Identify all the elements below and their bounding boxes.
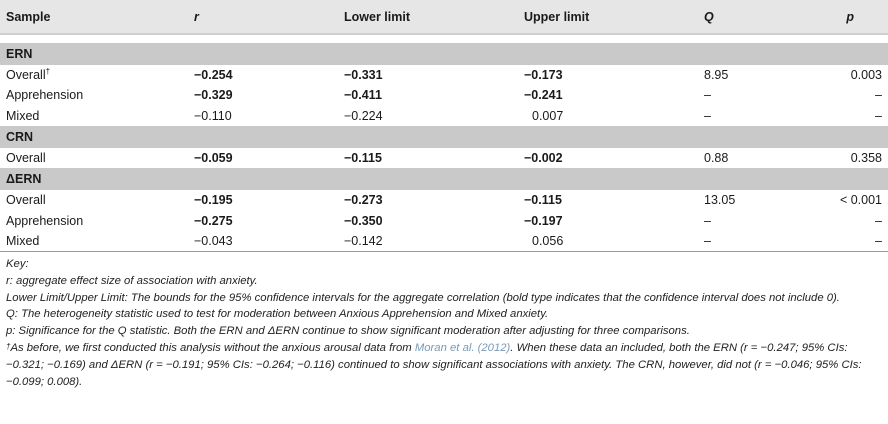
- section-label: ΔERN: [6, 172, 42, 187]
- q-cell: 8.95: [704, 68, 729, 83]
- lower-cell: −0.350: [344, 213, 383, 228]
- p-cell: –: [875, 88, 882, 103]
- table-row: [0, 106, 888, 126]
- p-cell: –: [875, 108, 882, 123]
- upper-cell: 0.007: [532, 108, 564, 123]
- r-cell: −0.329: [194, 88, 233, 103]
- dagger-mark: †: [45, 67, 51, 77]
- section-label: ERN: [6, 47, 33, 61]
- table-row: [0, 85, 888, 105]
- lower-cell: −0.142: [344, 233, 383, 248]
- sample-cell: Overall: [6, 151, 46, 166]
- sample-cell: Apprehension: [6, 213, 84, 228]
- upper-cell: −0.173: [524, 68, 563, 83]
- upper-cell: 0.056: [532, 233, 564, 248]
- p-cell: < 0.001: [839, 193, 882, 208]
- q-cell: –: [704, 213, 711, 228]
- note-p: p: Significance for the Q statistic. Both the ERN and ΔERN continue to show significant moderation after adjusting for three comparisons.: [6, 325, 690, 338]
- table-row: [0, 148, 888, 168]
- lower-cell: −0.115: [344, 151, 382, 166]
- citation-link[interactable]: Moran et al. (2012): [414, 341, 511, 354]
- sample-cell: Overall†: [6, 67, 51, 83]
- header-sample: Sample: [6, 9, 51, 24]
- upper-cell: −0.241: [524, 88, 563, 103]
- table-row: [0, 231, 888, 251]
- table-header-row: [0, 0, 888, 34]
- lower-cell: −0.224: [344, 108, 383, 123]
- r-cell: −0.195: [194, 193, 233, 208]
- note-dagger: †As before, we first conducted this analysis without the anxious arousal data from Moran et al. (2012). When these data an included, both the ERN (r = −0.247; 95% CIs: −0.321; −0.169) and ΔERN (r = −0.191; 95% CIs: −0.264; −0.116) continued to show significant associations with anxiety. The CRN, however, did not (r = −0.046; 95% CIs: −0.099; 0.008).: [6, 341, 862, 388]
- lower-cell: −0.273: [344, 193, 383, 208]
- section-label: CRN: [6, 129, 34, 144]
- note-limits: Lower Limit/Upper Limit: The bounds for the 95% confidence intervals for the aggregate correlation (bold type indicates that the confidence interval does not include 0).: [6, 291, 840, 304]
- table-row: [0, 210, 888, 230]
- header-q: Q: [704, 9, 714, 24]
- sample-cell: Overall: [6, 193, 46, 208]
- header-r: r: [194, 9, 199, 24]
- note-r: r: aggregate effect size of association with anxiety.: [6, 274, 258, 287]
- header-p: p: [846, 9, 854, 24]
- header-lower-limit: Lower limit: [344, 9, 410, 24]
- upper-cell: −0.002: [524, 151, 563, 166]
- r-cell: −0.110: [194, 108, 232, 123]
- note-q: Q: The heterogeneity statistic used to test for moderation between Anxious Apprehension and Mixed anxiety.: [6, 308, 549, 321]
- upper-cell: −0.197: [524, 213, 563, 228]
- notes-key-label: Key:: [6, 258, 29, 270]
- q-cell: –: [704, 108, 711, 123]
- header-upper-limit: Upper limit: [524, 9, 590, 24]
- r-cell: −0.275: [194, 213, 233, 228]
- p-cell: 0.003: [850, 68, 882, 83]
- sample-cell: Mixed: [6, 233, 40, 248]
- table-row: [0, 65, 888, 85]
- r-cell: −0.254: [194, 68, 233, 83]
- dagger-mark: †: [6, 341, 11, 351]
- r-cell: −0.043: [194, 233, 233, 248]
- q-cell: 13.05: [704, 193, 736, 208]
- table-notes: [6, 256, 882, 390]
- section-row-ern: [0, 43, 888, 65]
- q-cell: –: [704, 88, 711, 103]
- upper-cell: −0.115: [524, 193, 562, 208]
- q-cell: 0.88: [704, 151, 729, 166]
- lower-cell: −0.411: [344, 88, 382, 103]
- p-cell: –: [875, 213, 882, 228]
- table-row: [0, 190, 888, 210]
- section-row-delta-ern: [0, 168, 888, 190]
- sample-cell: Mixed: [6, 108, 40, 123]
- sample-cell: Apprehension: [6, 88, 84, 103]
- r-cell: −0.059: [194, 151, 233, 166]
- p-cell: –: [875, 233, 882, 248]
- q-cell: –: [704, 233, 711, 248]
- p-cell: 0.358: [850, 151, 882, 166]
- section-row-crn: [0, 126, 888, 148]
- lower-cell: −0.331: [344, 68, 383, 83]
